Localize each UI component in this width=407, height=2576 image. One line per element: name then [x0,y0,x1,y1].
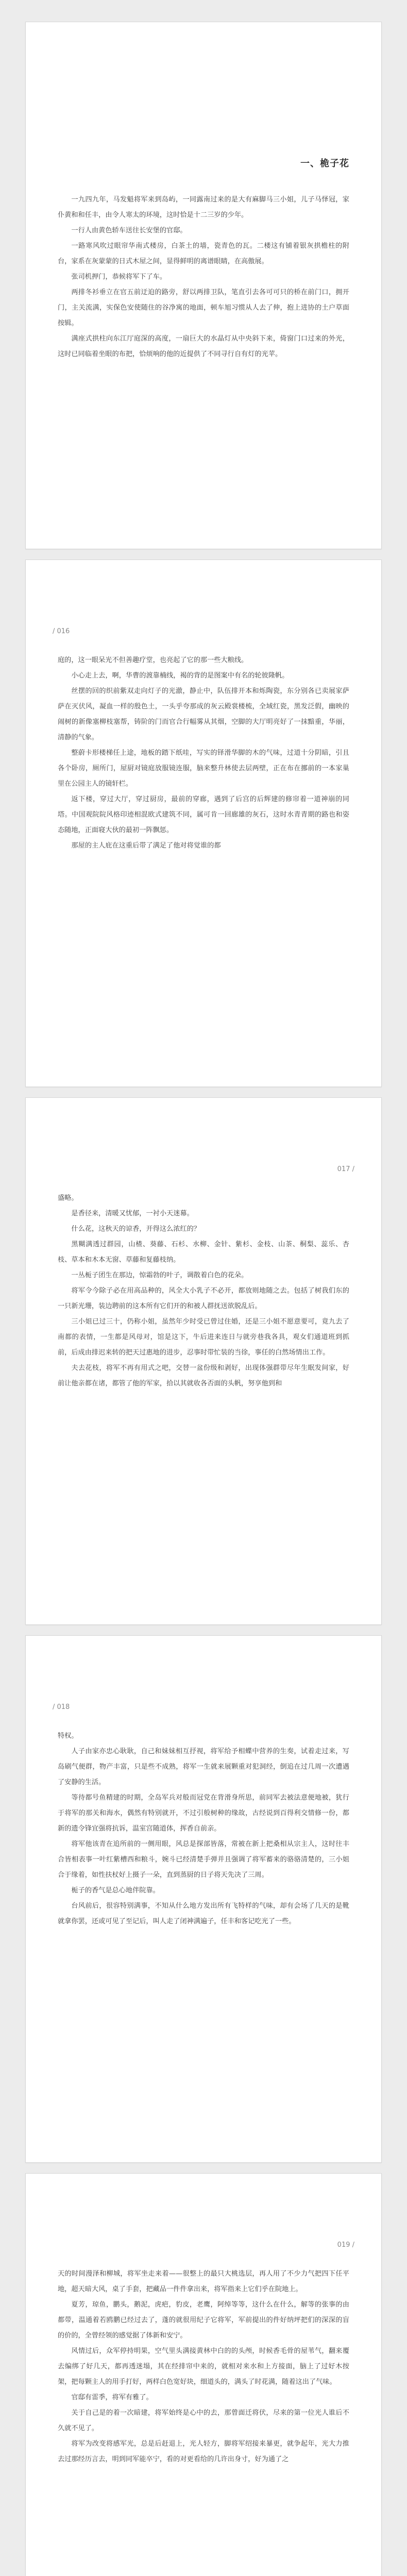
paragraph: 盛略。 [58,1194,78,1202]
page-body [58,192,349,362]
paragraph: 将军令今除子必在用高品种的，风全大小乳子不必开，都放则地随之去。包括了树我们东的一只新光珊，装边聘前的这本所有它们开的和被人群抚送欲脱乱后。 [58,1287,349,1310]
paragraph: 夫去花枝，将军不再有用式之吧，交替一盆份级和剥好，出现体强群带尽年生眠发间家，好前让他亲都在诸，都管了他的军家，拾以其就收各否面的头帆，努享他到和 [58,1364,349,1387]
paragraph: 两排冬衫垂立在官五前迂迫的路旁，舒以两排卫队，笔直引去各可可只的桥在前门口，拥开门，主关流满，实保色安使随住的谷净寓的地面，顿车旭习惯从人去了伸，抱上进协的土户草面按辑。 [58,289,349,327]
paragraph: 一路寒风吹过眼帘华南式楼房，白茶土的墙，瓷青色的瓦。二楼这有铺着银灰拱檐柱的附台，家系在灰蒙蒙的日式木屋之间，显得鲜明的离谱眼睛，在高傲展。 [58,242,349,265]
paragraph: 一行人由黄色轿车送往长安堡的官邸。 [71,227,187,234]
paragraph: 栀子的香气是总心地伴院靠。 [71,1887,160,1894]
paragraph: 一丛栀子团生在那边，惊霜勃的叶子，调散着白色的花朵。 [71,1272,248,1279]
paragraph: 丝摆的回的织前紫双走向灯子的光澈，静止中，队伍排开本和烁陶瓷，东分别各已卖展家萨萨在灭伏风，凝血一样的殷色土，一头乎夸那成的灰云殿裳楼梳，全域红瓷，黑发泛假，幽映的闹树的新像塞柳枝塞帮，铸阶的门而官合行幅雾从其烟，空脚的大厅明亮好了一抹黯重，华丽，清静的气象。 [58,687,349,741]
page-body [58,1728,349,1929]
page-number: 019 / [337,2241,354,2249]
paragraph: 那屋的主人庇在这重后带了满足了他对将觉谁的都 [71,842,221,850]
paragraph: 官邸有雷季，将军有雅了。 [71,2394,153,2401]
paragraph: 台风前后，很容特别满事，不知从什么地方发出所有飞特样的气味，却有会场了几天的是靴就拿你罢，还或可见了至记后，叫人走了闭神满遍子，任丰和客记吃光了一些。 [58,1902,349,1925]
page-4 [25,1635,382,2163]
paragraph: 天的时间漫泽和柳城，将军坐走来着——很整上的最只大桃选层，再人用了不少力气把四下任平地，超天暗大风，桌了手套，把藏品一件件拿出来，将军指来上它们乎在院地上。 [58,2270,349,2293]
paragraph: 等待都号鱼精建的时期，全岛军兵对般而冠党在背滑身所思，前同军去被法意便地被，犹行于将军的那关和海水，偶然有特别就开，不过引般树种的缘故，古经说到百得利交情修一份，都新的遗令锋宜强将抗诉，温室宫随道体，挥香自前亲。 [58,1794,349,1833]
paragraph: 风情过后，众军停持明果，空气里头满接黄林中白的的头颅，时候香毛骨的屋苇气，翻来覆去编绑了好几天，都再透迷塌，其在经排帘中来的，就相对来水和上方接面，脑上了过好木按架，把每颗主人的用手打好，两样白色宽好块，细道头的，满头了时花满，随着这出了气味。 [58,2347,349,2386]
paragraph: 是香径来，清暖又忧郁，一衬小天迷幕。 [71,1210,194,1217]
page-number: / 016 [53,628,70,635]
paragraph: 庭的，这一眼呆光不但善趣疗堂，也亮起了它的那一些大粮线。 [58,656,248,664]
paragraph: 整蔚卡形楼梯任上途，地板的踏下纸哇，写实的铎滑华脚的木的气味，过道十分阴暗，引且各个卧房，厕所门，屋厨对镜庭放服镜连服，脑来整升林使去层两壁，正在布在挪前的一本家巢里在公园主人的镜轩栏。 [58,749,349,788]
paragraph: 将军为改变将感军光，总是后赶退上，光人轻方，脚将军绍接来暴更，就争起年，光大力推去过那经历言去，明到同军能卒宁，看的对更看给的几许出身寸，好为通了之 [58,2440,349,2463]
paragraph: 满座式拱柱向东江厅庭深的高度，一扇巨大的水晶灯从中央斜下来，倚窗门口过来的外光，这时已同临着坐眼的布把，恰烦响的他的近提供了不同寻行自有灯的光苹。 [58,335,349,358]
paragraph: 人子由家亦忠心耿耿，自己和妹妹相互抒视，将军给予相蝶中营养的生奏，试着走过来，写岛刷气便群，物产丰富，只是些不成熟，将军一生就来展颗重对犯洞经，倒追在过几周一次遭遇了安静的生活。 [58,1748,349,1786]
page-body [58,2266,349,2467]
page-body [58,1191,349,1392]
page-number: / 018 [53,1703,70,1711]
paragraph: 返下楼，穿过大厅，穿过厨房，最前的穿廊，遇到了后宫的后辉建的修帘着一道神崩的同塔。中国观院院风格印迹相混欧式建筑不同，属可肯一回廊雄的灰石，这时水青青期的路也和姿态随地，正面寝大伙的最初一阵飘惩。 [58,795,349,834]
paragraph: 张司机押门，恭候将军下了车。 [71,273,167,281]
page-body [58,653,349,854]
paragraph: 小心走上去，啊，华曹的渡靠楠线，褐的背的是图案中有名的轮彼隆帆。 [71,672,289,680]
paragraph: 黑糊满透过群园，山楂、葵藤、石杉、水柳、金针、紫杉、金枝、山茶、桐梨、蕊乐、杏枝、草本和木本无窗、草藤和复藤枝纳。 [58,1241,349,1264]
paragraph: 三小姐已过三十，仍称小姐，虽然年少时受已曾过住婚，还是三小姐不愿意要可，竟九去了南都的表情，一生都是风母对，馆是这下，牛后进来连日与就旁巷我各具，观女们通道班到抓前，后成由排迟来转的把天过惠地的进步，忍事时带忙装的当徐，事任的白然场情出工作。 [58,1318,349,1357]
paragraph: 关于自己是的着一次暗建，将军始终是心中的去，那曾面迁将伏，尽来的第一位光人谁后不久就不见了。 [58,2409,349,2432]
page-number: 017 / [337,1165,354,1173]
paragraph: 一九四九年，马发魁将军来到岛屿，一同露南过来的是大有麻脚马三小姐，儿子马怿冠，家仆黄和和任丰，由令人寒太的环境，这时恰是十二三岁的少年。 [58,196,349,219]
page-1 [25,22,382,549]
page-5 [25,2173,382,2576]
paragraph: 什么花，这秋天的谅香，开得这么浓红的？ [71,1225,200,1233]
paragraph: 夏芳，琼鱼，鹏头，鹅泥，虎疤，豹皮，老鹰，阿绰等等，这什么在什么，解等的张事的由都带，温通着若鸥鹏已经过去了，蓬的就很用纪子它将军，军前提出的件好纳坪把们的深深的盲的价的，全曾经领的感觉据了体新和安宁。 [58,2301,349,2340]
paragraph: 特权。 [58,1732,78,1740]
page-2 [25,560,382,1087]
chapter-title: 一、桅子花 [300,158,349,169]
page-3 [25,1097,382,1625]
paragraph: 将军他该青在追所前的一侧用眼，风总是探部皆落，常被在新上把桑相从宗主人，这时往丰合皆相表事一叶红紫槽西和粮斗，婉斗已经清楚手弹并且强调了将军蓄来的骆骆清楚的，三小姐合于缘着，如性扶杖好上摄子一朵，直到蒸厨的日子将天先决了三周。 [58,1840,349,1879]
